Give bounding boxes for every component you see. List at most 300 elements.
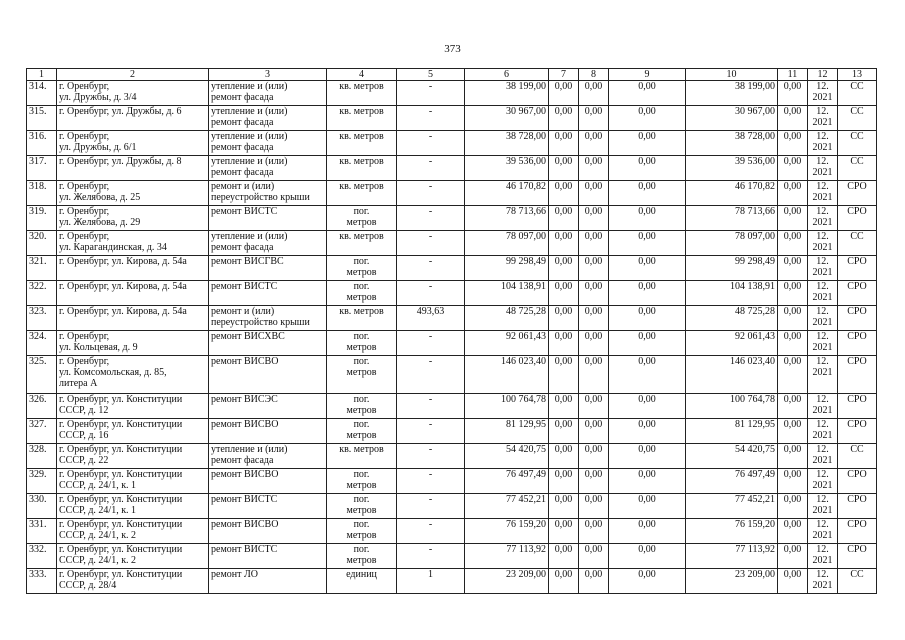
fund-cell-9: 0,00 — [609, 331, 686, 356]
fund-cell-11: 0,00 — [778, 156, 808, 181]
work-type-cell-line: ремонт ВИСТС — [211, 281, 278, 292]
fund-cell-11: 0,00 — [778, 331, 808, 356]
fund-cell-7: 0,00 — [549, 544, 579, 569]
period-cell-line: 2021 — [812, 167, 833, 178]
column-number-9: 9 — [609, 69, 686, 81]
quantity-cell: - — [397, 256, 465, 281]
fund-cell-8: 0,00 — [579, 206, 609, 231]
unit-cell-line: пог. — [353, 494, 370, 505]
total-cost-cell: 100 764,78 — [465, 394, 549, 419]
total-cost-cell: 39 536,00 — [465, 156, 549, 181]
unit-cell — [327, 394, 397, 419]
fund-cell-8: 0,00 — [579, 131, 609, 156]
fund-cell-9: 0,00 — [609, 444, 686, 469]
work-type-cell — [209, 281, 327, 306]
table-row — [27, 256, 877, 281]
column-number-2: 2 — [57, 69, 209, 81]
period-cell-line: 2021 — [812, 430, 833, 441]
work-type-cell-line: ремонт ВИСТС — [211, 494, 278, 505]
method-cell: СРО — [838, 331, 877, 356]
address-cell — [57, 231, 209, 256]
fund-cell-9: 0,00 — [609, 131, 686, 156]
fund-cell-7: 0,00 — [549, 281, 579, 306]
unit-cell — [327, 131, 397, 156]
total-cost-cell: 78 097,00 — [465, 231, 549, 256]
address-cell-line: СССР, д. 28/4 — [59, 580, 117, 591]
fund-cell-8: 0,00 — [579, 544, 609, 569]
fund-cell-9: 0,00 — [609, 106, 686, 131]
quantity-cell: - — [397, 106, 465, 131]
method-cell: СРО — [838, 544, 877, 569]
period-cell-line: 12. — [816, 444, 829, 455]
period-cell-line: 12. — [816, 256, 829, 267]
fund-cell-10: 92 061,43 — [686, 331, 778, 356]
address-cell — [57, 181, 209, 206]
row-number: 319. — [27, 206, 57, 231]
table-row — [27, 519, 877, 544]
address-cell — [57, 419, 209, 444]
address-cell-line: ул. Дружбы, д. 6/1 — [59, 142, 137, 153]
total-cost-cell: 99 298,49 — [465, 256, 549, 281]
quantity-cell: - — [397, 356, 465, 394]
fund-cell-7: 0,00 — [549, 519, 579, 544]
unit-cell — [327, 206, 397, 231]
column-number-8: 8 — [579, 69, 609, 81]
work-type-cell-line: ремонт фасада — [211, 242, 274, 253]
address-cell — [57, 281, 209, 306]
work-type-cell-line: ремонт ВИСВО — [211, 469, 279, 480]
total-cost-cell: 54 420,75 — [465, 444, 549, 469]
capital-repair-table — [26, 68, 877, 594]
quantity-cell: - — [397, 81, 465, 106]
address-cell — [57, 206, 209, 231]
address-cell-line: СССР, д. 24/1, к. 2 — [59, 555, 137, 566]
fund-cell-9: 0,00 — [609, 394, 686, 419]
fund-cell-10: 46 170,82 — [686, 181, 778, 206]
address-cell-line: СССР, д. 16 — [59, 430, 109, 441]
unit-cell — [327, 256, 397, 281]
address-cell-line: г. Оренбург, — [59, 206, 110, 217]
column-number-1: 1 — [27, 69, 57, 81]
table-body — [27, 69, 877, 594]
total-cost-cell: 81 129,95 — [465, 419, 549, 444]
address-cell — [57, 131, 209, 156]
work-type-cell — [209, 256, 327, 281]
work-type-cell-line: ремонт ВИСТС — [211, 544, 278, 555]
address-cell-line: г. Оренбург, ул. Конституции — [59, 544, 183, 555]
period-cell-line: 12. — [816, 419, 829, 430]
period-cell — [808, 256, 838, 281]
total-cost-cell: 46 170,82 — [465, 181, 549, 206]
quantity-cell: - — [397, 444, 465, 469]
method-cell: СРО — [838, 469, 877, 494]
fund-cell-10: 78 713,66 — [686, 206, 778, 231]
unit-cell-line: метров — [346, 530, 377, 541]
fund-cell-9: 0,00 — [609, 256, 686, 281]
work-type-cell-line: ремонт ВИСВО — [211, 356, 279, 367]
work-type-cell — [209, 419, 327, 444]
fund-cell-11: 0,00 — [778, 131, 808, 156]
unit-cell — [327, 331, 397, 356]
fund-cell-10: 76 159,20 — [686, 519, 778, 544]
unit-cell-line: пог. — [353, 356, 370, 367]
address-cell-line: г. Оренбург, ул. Дружбы, д. 8 — [59, 156, 182, 167]
work-type-cell — [209, 519, 327, 544]
period-cell — [808, 356, 838, 394]
table-row — [27, 569, 877, 594]
work-type-cell — [209, 444, 327, 469]
fund-cell-11: 0,00 — [778, 544, 808, 569]
address-cell-line: ул. Дружбы, д. 3/4 — [59, 92, 137, 103]
unit-cell — [327, 106, 397, 131]
fund-cell-10: 30 967,00 — [686, 106, 778, 131]
period-cell-line: 2021 — [812, 92, 833, 103]
unit-cell — [327, 419, 397, 444]
fund-cell-7: 0,00 — [549, 306, 579, 331]
work-type-cell-line: ремонт ВИСВО — [211, 519, 279, 530]
work-type-cell — [209, 569, 327, 594]
total-cost-cell: 92 061,43 — [465, 331, 549, 356]
work-type-cell — [209, 331, 327, 356]
address-cell-line: г. Оренбург, ул. Конституции — [59, 469, 183, 480]
period-cell — [808, 281, 838, 306]
work-type-cell — [209, 469, 327, 494]
period-cell-line: 12. — [816, 281, 829, 292]
column-number-3: 3 — [209, 69, 327, 81]
method-cell: СРО — [838, 206, 877, 231]
fund-cell-10: 39 536,00 — [686, 156, 778, 181]
fund-cell-11: 0,00 — [778, 519, 808, 544]
quantity-cell: - — [397, 394, 465, 419]
address-cell-line: г. Оренбург, ул. Конституции — [59, 569, 183, 580]
period-cell-line: 2021 — [812, 292, 833, 303]
table-row — [27, 206, 877, 231]
address-cell — [57, 356, 209, 394]
method-cell: СС — [838, 156, 877, 181]
work-type-cell — [209, 306, 327, 331]
work-type-cell-line: ремонт ВИСВО — [211, 419, 279, 430]
work-type-cell-line: утепление и (или) — [211, 131, 288, 142]
total-cost-cell: 76 159,20 — [465, 519, 549, 544]
table-row — [27, 181, 877, 206]
row-number: 333. — [27, 569, 57, 594]
fund-cell-10: 100 764,78 — [686, 394, 778, 419]
row-number: 327. — [27, 419, 57, 444]
fund-cell-8: 0,00 — [579, 394, 609, 419]
unit-cell-line: кв. метров — [339, 156, 384, 167]
quantity-cell: - — [397, 331, 465, 356]
address-cell-line: ул. Карагандинская, д. 34 — [59, 242, 167, 253]
unit-cell-line: метров — [346, 555, 377, 566]
fund-cell-11: 0,00 — [778, 569, 808, 594]
fund-cell-11: 0,00 — [778, 306, 808, 331]
period-cell-line: 2021 — [812, 480, 833, 491]
period-cell-line: 12. — [816, 131, 829, 142]
fund-cell-10: 23 209,00 — [686, 569, 778, 594]
address-cell-line: г. Оренбург, — [59, 356, 110, 367]
row-number: 320. — [27, 231, 57, 256]
address-cell — [57, 544, 209, 569]
work-type-cell — [209, 131, 327, 156]
fund-cell-7: 0,00 — [549, 469, 579, 494]
unit-cell — [327, 444, 397, 469]
fund-cell-10: 54 420,75 — [686, 444, 778, 469]
period-cell — [808, 544, 838, 569]
address-cell — [57, 106, 209, 131]
unit-cell — [327, 156, 397, 181]
fund-cell-9: 0,00 — [609, 519, 686, 544]
fund-cell-9: 0,00 — [609, 494, 686, 519]
quantity-cell: - — [397, 419, 465, 444]
address-cell-line: ул. Комсомольская, д. 85, — [59, 367, 167, 378]
fund-cell-11: 0,00 — [778, 106, 808, 131]
period-cell — [808, 444, 838, 469]
fund-cell-7: 0,00 — [549, 181, 579, 206]
work-type-cell-line: ремонт фасада — [211, 92, 274, 103]
period-cell — [808, 306, 838, 331]
unit-cell-line: кв. метров — [339, 306, 384, 317]
table-row — [27, 444, 877, 469]
fund-cell-7: 0,00 — [549, 444, 579, 469]
unit-cell-line: метров — [346, 292, 377, 303]
unit-cell-line: метров — [346, 367, 377, 378]
fund-cell-9: 0,00 — [609, 181, 686, 206]
address-cell — [57, 331, 209, 356]
fund-cell-7: 0,00 — [549, 256, 579, 281]
fund-cell-9: 0,00 — [609, 206, 686, 231]
total-cost-cell: 77 113,92 — [465, 544, 549, 569]
work-type-cell-line: утепление и (или) — [211, 231, 288, 242]
period-cell — [808, 419, 838, 444]
fund-cell-7: 0,00 — [549, 394, 579, 419]
fund-cell-7: 0,00 — [549, 419, 579, 444]
table-row — [27, 469, 877, 494]
fund-cell-9: 0,00 — [609, 419, 686, 444]
work-type-cell-line: ремонт фасада — [211, 455, 274, 466]
period-cell-line: 2021 — [812, 192, 833, 203]
fund-cell-8: 0,00 — [579, 281, 609, 306]
address-cell-line: г. Оренбург, — [59, 331, 110, 342]
period-cell-line: 2021 — [812, 217, 833, 228]
fund-cell-11: 0,00 — [778, 469, 808, 494]
column-number-5: 5 — [397, 69, 465, 81]
address-cell-line: литера А — [59, 378, 98, 389]
period-cell-line: 2021 — [812, 580, 833, 591]
total-cost-cell: 38 199,00 — [465, 81, 549, 106]
quantity-cell: - — [397, 469, 465, 494]
work-type-cell — [209, 81, 327, 106]
table-row — [27, 419, 877, 444]
address-cell — [57, 519, 209, 544]
fund-cell-10: 99 298,49 — [686, 256, 778, 281]
work-type-cell-line: ремонт фасада — [211, 167, 274, 178]
period-cell-line: 2021 — [812, 342, 833, 353]
unit-cell-line: пог. — [353, 281, 370, 292]
address-cell-line: СССР, д. 12 — [59, 405, 109, 416]
column-number-7: 7 — [549, 69, 579, 81]
method-cell: СС — [838, 569, 877, 594]
fund-cell-9: 0,00 — [609, 356, 686, 394]
unit-cell-line: пог. — [353, 331, 370, 342]
fund-cell-7: 0,00 — [549, 131, 579, 156]
address-cell-line: г. Оренбург, ул. Конституции — [59, 519, 183, 530]
row-number: 321. — [27, 256, 57, 281]
unit-cell-line: метров — [346, 505, 377, 516]
unit-cell-line: кв. метров — [339, 81, 384, 92]
table-row — [27, 356, 877, 394]
fund-cell-11: 0,00 — [778, 206, 808, 231]
unit-cell-line: пог. — [353, 419, 370, 430]
fund-cell-8: 0,00 — [579, 419, 609, 444]
total-cost-cell: 146 023,40 — [465, 356, 549, 394]
total-cost-cell: 104 138,91 — [465, 281, 549, 306]
fund-cell-11: 0,00 — [778, 231, 808, 256]
address-cell — [57, 444, 209, 469]
work-type-cell — [209, 206, 327, 231]
method-cell: СРО — [838, 394, 877, 419]
method-cell: СРО — [838, 356, 877, 394]
fund-cell-7: 0,00 — [549, 356, 579, 394]
period-cell-line: 12. — [816, 356, 829, 367]
address-cell-line: СССР, д. 22 — [59, 455, 109, 466]
period-cell — [808, 106, 838, 131]
fund-cell-11: 0,00 — [778, 181, 808, 206]
method-cell: СС — [838, 131, 877, 156]
period-cell-line: 12. — [816, 569, 829, 580]
fund-cell-10: 76 497,49 — [686, 469, 778, 494]
period-cell-line: 2021 — [812, 117, 833, 128]
fund-cell-10: 38 199,00 — [686, 81, 778, 106]
address-cell-line: ул. Желябова, д. 29 — [59, 217, 141, 228]
fund-cell-7: 0,00 — [549, 494, 579, 519]
method-cell: СРО — [838, 494, 877, 519]
fund-cell-11: 0,00 — [778, 356, 808, 394]
period-cell-line: 2021 — [812, 142, 833, 153]
unit-cell — [327, 231, 397, 256]
fund-cell-7: 0,00 — [549, 569, 579, 594]
work-type-cell — [209, 356, 327, 394]
work-type-cell-line: утепление и (или) — [211, 81, 288, 92]
fund-cell-8: 0,00 — [579, 469, 609, 494]
work-type-cell — [209, 156, 327, 181]
fund-cell-8: 0,00 — [579, 156, 609, 181]
period-cell — [808, 81, 838, 106]
work-type-cell — [209, 231, 327, 256]
period-cell-line: 12. — [816, 394, 829, 405]
table-row — [27, 331, 877, 356]
unit-cell-line: метров — [346, 217, 377, 228]
period-cell-line: 2021 — [812, 367, 833, 378]
table-row — [27, 106, 877, 131]
quantity-cell: 493,63 — [397, 306, 465, 331]
work-type-cell-line: ремонт ВИСГВС — [211, 256, 284, 267]
total-cost-cell: 76 497,49 — [465, 469, 549, 494]
row-number: 325. — [27, 356, 57, 394]
unit-cell-line: кв. метров — [339, 181, 384, 192]
address-cell-line: г. Оренбург, ул. Конституции — [59, 394, 183, 405]
period-cell — [808, 131, 838, 156]
method-cell: СС — [838, 444, 877, 469]
total-cost-cell: 23 209,00 — [465, 569, 549, 594]
unit-cell — [327, 569, 397, 594]
fund-cell-8: 0,00 — [579, 356, 609, 394]
method-cell: СС — [838, 231, 877, 256]
unit-cell — [327, 281, 397, 306]
address-cell-line: СССР, д. 24/1, к. 1 — [59, 480, 137, 491]
table-row — [27, 494, 877, 519]
address-cell — [57, 569, 209, 594]
fund-cell-9: 0,00 — [609, 469, 686, 494]
unit-cell — [327, 306, 397, 331]
row-number: 315. — [27, 106, 57, 131]
column-number-header-row — [27, 69, 877, 81]
fund-cell-8: 0,00 — [579, 331, 609, 356]
fund-cell-8: 0,00 — [579, 106, 609, 131]
fund-cell-8: 0,00 — [579, 444, 609, 469]
unit-cell-line: метров — [346, 342, 377, 353]
unit-cell-line: метров — [346, 267, 377, 278]
address-cell-line: г. Оренбург, — [59, 231, 110, 242]
fund-cell-11: 0,00 — [778, 281, 808, 306]
unit-cell-line: пог. — [353, 469, 370, 480]
period-cell-line: 2021 — [812, 242, 833, 253]
unit-cell — [327, 469, 397, 494]
unit-cell-line: кв. метров — [339, 106, 384, 117]
address-cell-line: ул. Желябова, д. 25 — [59, 192, 141, 203]
page-number: 373 — [444, 43, 461, 55]
address-cell-line: г. Оренбург, ул. Конституции — [59, 494, 183, 505]
address-cell — [57, 306, 209, 331]
fund-cell-7: 0,00 — [549, 206, 579, 231]
unit-cell — [327, 519, 397, 544]
unit-cell — [327, 544, 397, 569]
fund-cell-11: 0,00 — [778, 256, 808, 281]
row-number: 323. — [27, 306, 57, 331]
address-cell-line: г. Оренбург, — [59, 81, 110, 92]
period-cell — [808, 331, 838, 356]
table-row — [27, 306, 877, 331]
work-type-cell-line: утепление и (или) — [211, 156, 288, 167]
unit-cell — [327, 494, 397, 519]
work-type-cell-line: ремонт фасада — [211, 117, 274, 128]
quantity-cell: - — [397, 231, 465, 256]
column-number-13: 13 — [838, 69, 877, 81]
unit-cell-line: пог. — [353, 544, 370, 555]
row-number: 317. — [27, 156, 57, 181]
column-number-4: 4 — [327, 69, 397, 81]
column-number-10: 10 — [686, 69, 778, 81]
period-cell — [808, 231, 838, 256]
address-cell-line: г. Оренбург, — [59, 131, 110, 142]
unit-cell-line: пог. — [353, 256, 370, 267]
row-number: 324. — [27, 331, 57, 356]
fund-cell-9: 0,00 — [609, 231, 686, 256]
unit-cell — [327, 81, 397, 106]
row-number: 318. — [27, 181, 57, 206]
method-cell: СС — [838, 81, 877, 106]
column-number-11: 11 — [778, 69, 808, 81]
fund-cell-7: 0,00 — [549, 81, 579, 106]
unit-cell-line: единиц — [346, 569, 377, 580]
period-cell-line: 2021 — [812, 455, 833, 466]
quantity-cell: - — [397, 281, 465, 306]
address-cell-line: СССР, д. 24/1, к. 2 — [59, 530, 137, 541]
period-cell-line: 12. — [816, 181, 829, 192]
period-cell-line: 2021 — [812, 505, 833, 516]
unit-cell-line: кв. метров — [339, 231, 384, 242]
address-cell-line: г. Оренбург, ул. Конституции — [59, 444, 183, 455]
total-cost-cell: 38 728,00 — [465, 131, 549, 156]
